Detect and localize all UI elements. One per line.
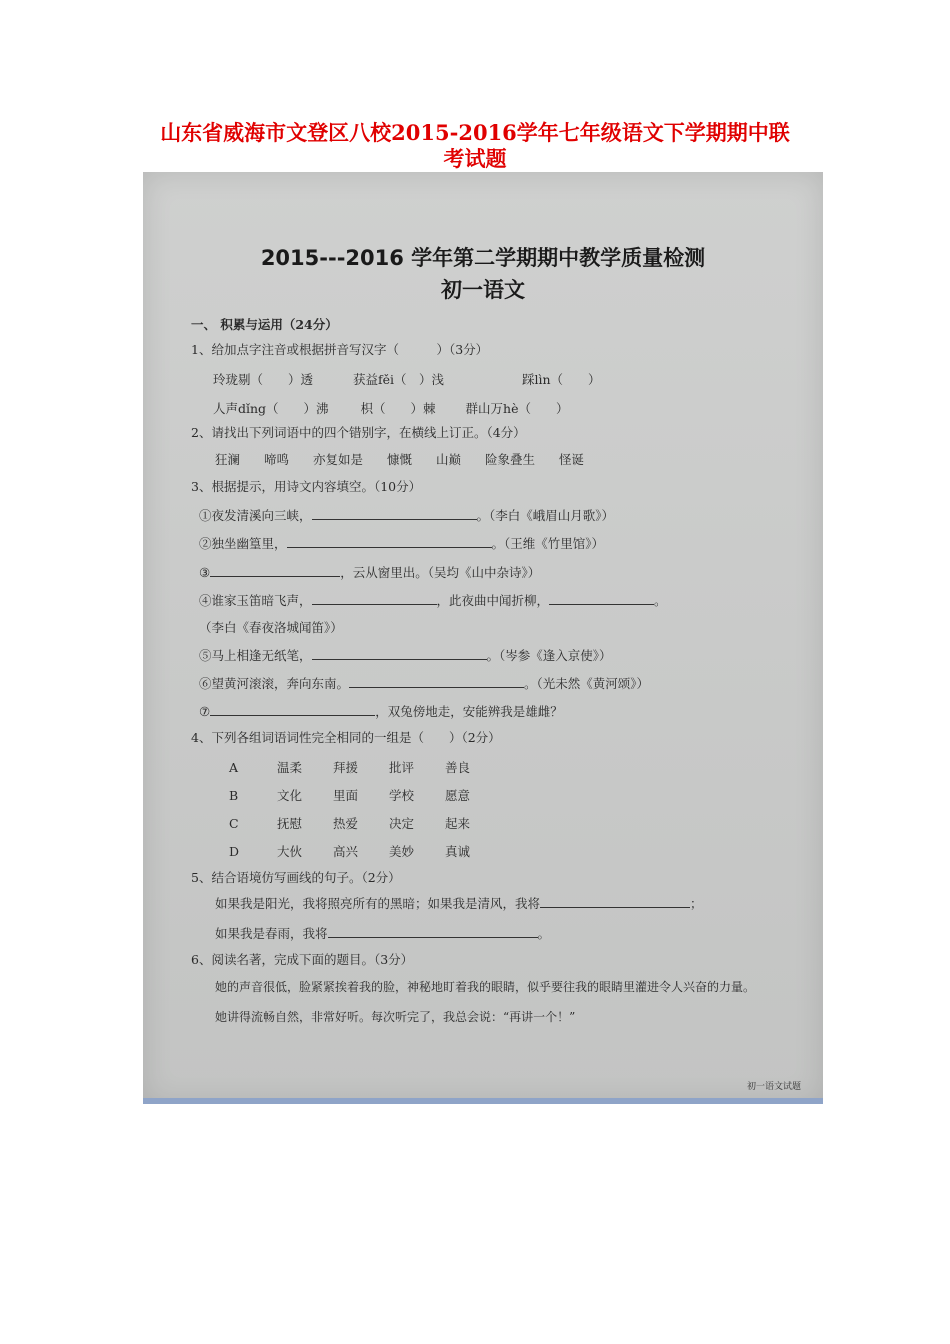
q2-word: 狂澜: [215, 452, 241, 467]
question-4: 4、下列各组词语词性完全相同的一组是（ ）（2分）: [191, 730, 501, 745]
q3-prompt: ，此夜曲中闻折柳，: [436, 593, 550, 608]
q1-item: 人声dǐng（ ）沸: [213, 401, 329, 416]
q3-line-2: [199, 534, 604, 552]
q2-word: 山巅: [436, 452, 462, 467]
answer-blank: [540, 895, 690, 908]
option-word: 大伙: [276, 844, 302, 859]
option-word: 美妙: [388, 844, 414, 859]
option-word: 善良: [444, 760, 470, 775]
q3-line-4-source: （李白《春夜洛城闻笛》）: [199, 620, 343, 635]
q3-line-1: [199, 506, 614, 524]
q3-prompt: ④谁家玉笛暗飞声，: [199, 593, 312, 608]
answer-blank: [549, 592, 654, 605]
q5-prompt: 如果我是春雨，我将: [215, 926, 328, 941]
q3-line-6: [199, 674, 649, 692]
option-word: 拜援: [332, 760, 358, 775]
q3-line-4: [199, 591, 667, 609]
q3-prompt: ⑥望黄河滚滚，奔向东南。: [199, 676, 350, 691]
document-title-line1: 山东省威海市文登区八校2015-2016学年七年级语文下学期期中联: [160, 120, 790, 145]
question-2-words: [215, 450, 584, 468]
q6-passage-line-1: 她的声音很低，脸紧紧挨着我的脸，神秘地盯着我的眼睛，似乎要往我的眼睛里灌进令人兴奋的力量。: [215, 980, 756, 994]
option-word: 文化: [276, 788, 302, 803]
q2-word: 险象叠生: [485, 452, 536, 467]
answer-blank: [312, 647, 487, 660]
q1-item: 踩lìn（ ）: [521, 372, 601, 387]
q3-source: ，双兔傍地走，安能辨我是雄雌？: [375, 704, 563, 719]
option-word: 高兴: [332, 844, 358, 859]
scanned-exam-page: [143, 172, 823, 1104]
scan-edge: [143, 1098, 823, 1104]
q3-prompt: ⑤马上相逢无纸笔，: [199, 648, 312, 663]
option-word: 批评: [388, 760, 414, 775]
option-word: 温柔: [276, 760, 302, 775]
q2-word: 慷慨: [387, 452, 413, 467]
q3-line-3: [199, 563, 540, 581]
q3-source: 。（光未然《黄河颂》）: [524, 676, 650, 691]
q3-source: ，云从窗里出。（吴均《山中杂诗》）: [340, 565, 541, 580]
q1-item: 群山万hè（ ）: [465, 401, 569, 416]
q3-source: 。（王维《竹里馆》）: [491, 536, 605, 551]
q6-passage-line-2: 她讲得流畅自然，非常好听。每次听完了，我总会说：“再讲一个！”: [215, 1010, 576, 1024]
q2-word: 怪诞: [559, 452, 585, 467]
q3-source: 。（李白《峨眉山月歌》）: [476, 508, 615, 523]
q4-option-c: [229, 814, 470, 832]
q3-prompt: ②独坐幽篁里，: [199, 536, 287, 551]
q3-prompt: ⑦: [199, 704, 211, 719]
answer-blank: [312, 507, 477, 520]
option-label: B: [229, 788, 239, 803]
option-word: 里面: [332, 788, 358, 803]
q3-prompt: ①夜发清溪向三峡，: [199, 508, 312, 523]
q3-line-5: [199, 646, 612, 664]
q5-prompt: 如果我是阳光，我将照亮所有的黑暗；如果我是清风，我将: [215, 896, 541, 911]
question-1: 1、给加点字注音或根据拼音写汉字（ ）（3分）: [191, 342, 489, 357]
document-title-line2: 考试题: [443, 146, 507, 171]
question-1-row-2: [213, 399, 568, 417]
question-1-row-1: [213, 370, 601, 388]
question-5: 5、结合语境仿写画线的句子。（2分）: [191, 870, 401, 885]
q5-line-1: [215, 894, 703, 912]
option-word: 热爱: [332, 816, 358, 831]
question-6: 6、阅读名著，完成下面的题目。（3分）: [191, 952, 414, 967]
q4-option-d: [229, 842, 470, 860]
answer-blank: [210, 703, 375, 716]
q3-source: 。（岑参《逢入京使》）: [486, 648, 612, 663]
q1-item: 获益fěi（ ）浅: [352, 372, 445, 387]
q4-option-a: [229, 758, 470, 776]
option-word: 真诚: [444, 844, 470, 859]
page-footer: 初一语文试题: [746, 1082, 801, 1092]
option-label: A: [229, 760, 239, 775]
q1-item: 枳（ ）棘: [360, 401, 436, 416]
answer-blank: [312, 592, 437, 605]
answer-blank: [328, 925, 538, 938]
document-title: [120, 120, 830, 172]
q5-punct: ；: [690, 896, 703, 911]
q2-word: 啼鸣: [264, 452, 290, 467]
q5-punct: 。: [537, 926, 551, 941]
q1-item: 玲珑剔（ ）透: [213, 372, 314, 387]
answer-blank: [287, 535, 492, 548]
answer-blank: [349, 675, 524, 688]
option-word: 抚慰: [276, 816, 302, 831]
option-word: 愿意: [444, 788, 470, 803]
option-word: 起来: [444, 816, 470, 831]
exam-heading: 2015---2016 学年第二学期期中教学质量检测: [260, 246, 706, 270]
answer-blank: [210, 564, 340, 577]
option-label: C: [229, 816, 239, 831]
q3-punct: 。: [654, 593, 667, 608]
q3-prompt: ③: [199, 565, 211, 580]
option-word: 学校: [388, 788, 414, 803]
q4-option-b: [229, 786, 470, 804]
q2-word: 亦复如是: [313, 452, 364, 467]
option-word: 决定: [388, 816, 414, 831]
q5-line-2: [215, 924, 550, 942]
option-label: D: [229, 844, 240, 859]
question-2: 2、请找出下列词语中的四个错别字，在横线上订正。（4分）: [191, 425, 526, 440]
exam-subject: 初一语文: [441, 278, 525, 302]
question-3: 3、根据提示，用诗文内容填空。（10分）: [191, 479, 422, 494]
section-1-title: 一、 积累与运用（24分）: [191, 317, 338, 332]
q3-line-7: [199, 702, 563, 720]
